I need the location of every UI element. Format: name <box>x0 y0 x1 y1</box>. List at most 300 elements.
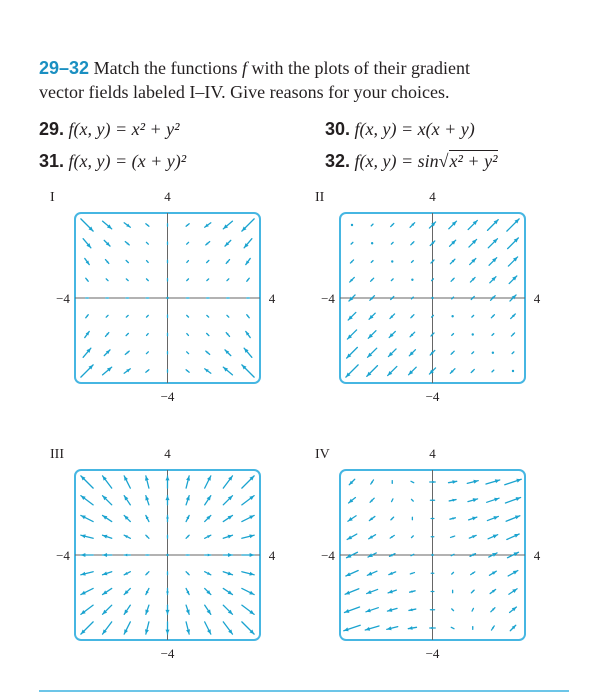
vector-arrow <box>205 554 211 557</box>
vector-arrow <box>408 626 416 630</box>
vector-arrow <box>410 590 415 592</box>
vector-arrow <box>242 588 254 594</box>
arrow-head <box>388 590 393 594</box>
vector-arrow <box>369 516 374 520</box>
vector-arrow <box>431 591 434 592</box>
vector-arrow <box>124 223 130 227</box>
vector-arrow <box>489 258 497 266</box>
vector-arrow <box>205 515 211 521</box>
vector-arrow <box>205 369 211 373</box>
vector-arrow <box>451 315 453 317</box>
problem-number: 32. <box>325 151 351 171</box>
vector-arrow <box>145 622 149 634</box>
vector-arrow <box>85 258 89 264</box>
vector-arrow <box>492 626 495 630</box>
vector-arrow <box>242 219 254 231</box>
vector-arrow <box>186 605 190 614</box>
vector-arrow <box>124 476 130 488</box>
vector-arrow <box>126 260 128 262</box>
vector-arrow <box>451 627 454 628</box>
vector-arrow <box>223 515 232 521</box>
vector-arrow <box>411 499 413 501</box>
arrow-head <box>186 609 190 614</box>
sqrt-symbol: √ <box>438 151 449 171</box>
vector-arrow <box>390 314 395 319</box>
vector-arrow <box>206 351 210 354</box>
vector-arrow <box>167 572 168 575</box>
vector-field <box>81 219 254 377</box>
problem-function: f(x, y) = (x + y)² <box>68 151 187 171</box>
vector-arrow <box>449 499 456 502</box>
vector-arrow <box>104 350 110 356</box>
arrow-head <box>228 553 233 557</box>
arrow-head <box>165 496 169 501</box>
vector-arrow <box>81 476 93 488</box>
vector-arrow <box>165 496 169 505</box>
vector-arrow <box>469 517 477 521</box>
vector-arrow <box>350 260 353 263</box>
vector-arrow <box>412 517 413 520</box>
vector-arrow <box>349 479 354 484</box>
vector-arrow <box>509 589 517 594</box>
sqrt-radicand: x² + y² <box>449 151 498 171</box>
vector-arrow <box>469 239 477 247</box>
vector-arrow <box>471 572 475 575</box>
vector-arrow <box>492 334 494 336</box>
vector-arrow <box>247 278 250 281</box>
vector-arrow <box>345 589 359 595</box>
vector-arrow <box>124 572 130 575</box>
vector-arrow <box>223 221 232 229</box>
vector-arrow <box>348 312 356 320</box>
instruction-text: Match the functions <box>93 58 238 78</box>
vector-arrow <box>370 498 374 502</box>
instruction-text-2: with the plots of their gradient <box>251 58 470 78</box>
vector-arrow <box>489 571 496 575</box>
vector-arrow <box>431 573 434 574</box>
vector-arrow <box>166 515 169 521</box>
vector-arrow <box>451 351 454 354</box>
vector-arrow <box>371 278 374 281</box>
vector-arrow <box>244 239 252 248</box>
vector-arrow <box>125 242 129 245</box>
vector-arrow <box>187 261 189 263</box>
vector-arrow <box>223 571 232 575</box>
vector-arrow <box>186 515 189 521</box>
vector-arrow <box>227 297 230 298</box>
vector-arrow <box>410 332 415 337</box>
vector-arrow <box>165 605 169 614</box>
vector-arrow <box>472 315 474 317</box>
vector-arrow <box>491 315 494 318</box>
vector-arrow <box>106 315 108 317</box>
vector-arrow <box>103 588 112 594</box>
plot-label: III <box>50 447 64 462</box>
vector-arrow <box>488 239 497 248</box>
vector-arrow <box>347 534 357 539</box>
vector-arrow <box>205 476 211 488</box>
vector-arrow <box>431 554 433 556</box>
vector-arrow <box>411 242 414 245</box>
vector-arrow <box>242 476 254 488</box>
vector-arrow <box>244 348 252 357</box>
vector-arrow <box>165 622 169 634</box>
vector-arrow <box>344 625 360 631</box>
vector-arrow <box>103 535 112 539</box>
vector-arrow <box>367 589 378 593</box>
tick-label-bottom: −4 <box>425 389 440 404</box>
vector-arrow <box>450 259 455 264</box>
tick-label-top: 4 <box>164 446 171 461</box>
arrow-head <box>495 479 500 483</box>
vector-arrow <box>371 261 373 263</box>
vector-arrow <box>431 536 434 537</box>
vector-arrow <box>124 622 130 634</box>
arrow-head <box>365 627 370 631</box>
vector-arrow <box>488 220 499 231</box>
vector-field-plot <box>40 183 290 413</box>
vector-arrow <box>242 553 254 557</box>
arrow-head <box>344 627 349 631</box>
vector-arrow <box>512 352 514 354</box>
vector-arrow <box>205 496 211 505</box>
vector-arrow <box>430 609 434 611</box>
tick-label-right: 4 <box>533 548 541 563</box>
vector-arrow <box>227 279 229 281</box>
vector-arrow <box>409 350 415 356</box>
vector-arrow <box>490 277 496 283</box>
vector-arrow <box>83 239 91 248</box>
vector-arrow <box>126 333 128 335</box>
vector-field-plot <box>305 183 555 413</box>
arrow-head <box>165 476 169 481</box>
arrow-head <box>103 535 108 539</box>
vector-arrow <box>167 242 168 245</box>
vector-arrow <box>371 242 373 244</box>
vector-arrow <box>431 297 433 299</box>
vector-arrow <box>452 590 453 593</box>
vector-arrow <box>103 476 112 488</box>
vector-arrow <box>207 279 209 281</box>
vector-arrow <box>226 333 229 337</box>
vector-arrow <box>187 279 189 281</box>
vector-arrow <box>486 479 500 484</box>
arrow-head <box>166 515 169 518</box>
vector-arrow <box>487 498 499 503</box>
vector-arrow <box>124 369 130 373</box>
vector-arrow <box>81 365 93 377</box>
problem-function: f(x, y) = x(x + y) <box>354 119 475 139</box>
vector-arrow <box>186 622 190 634</box>
vector-arrow <box>388 349 396 357</box>
vector-arrow <box>105 260 108 264</box>
vector-arrow <box>449 221 457 229</box>
vector-arrow <box>349 498 356 503</box>
vector-arrow <box>106 297 109 298</box>
vector-arrow <box>506 516 520 522</box>
arrow-head <box>250 553 255 557</box>
vector-arrow <box>347 330 356 339</box>
vector-arrow <box>146 279 148 281</box>
vector-arrow <box>365 626 379 631</box>
vector-arrow <box>388 366 397 375</box>
vector-arrow <box>410 223 415 228</box>
vector-arrow <box>468 498 478 502</box>
vector-arrow <box>508 238 519 249</box>
vector-arrow <box>371 224 373 226</box>
tick-label-top: 4 <box>429 189 436 204</box>
vector-arrow <box>187 242 189 244</box>
plot-label: IV <box>315 447 330 462</box>
problem-31 <box>39 149 186 173</box>
vector-arrow <box>146 370 149 373</box>
arrow-head <box>166 592 169 595</box>
vector-arrow <box>346 365 358 377</box>
vector-arrow <box>227 315 229 317</box>
vector-arrow <box>126 315 128 317</box>
tick-label-right: 4 <box>268 291 276 306</box>
vector-arrow <box>411 261 413 263</box>
tick-label-bottom: −4 <box>425 646 440 661</box>
vector-arrow <box>145 476 149 488</box>
vector-arrow <box>124 496 130 505</box>
vector-arrow <box>145 605 149 614</box>
tick-label-top: 4 <box>164 189 171 204</box>
vector-arrow <box>430 481 435 483</box>
vector-arrow <box>124 554 130 557</box>
vector-arrow <box>103 622 112 634</box>
vector-arrow <box>511 333 514 336</box>
vector-arrow <box>205 535 211 538</box>
vector-arrow <box>207 297 210 298</box>
vector-arrow <box>411 481 414 482</box>
exercise-header <box>39 56 569 104</box>
vector-arrow <box>390 535 394 538</box>
tick-label-left: −4 <box>56 548 70 563</box>
vector-arrow <box>125 351 129 354</box>
vector-arrow <box>468 220 477 229</box>
vector-arrow <box>186 572 189 575</box>
vector-arrow <box>105 333 108 337</box>
vector-arrow <box>205 223 211 227</box>
vector-arrow <box>166 297 168 299</box>
vector-arrow <box>469 535 476 538</box>
vector-arrow <box>103 571 112 575</box>
vector-arrow <box>242 515 254 521</box>
vector-arrow <box>467 480 478 484</box>
arrow-head <box>494 498 499 502</box>
vector-arrow <box>347 347 358 358</box>
vector-arrow <box>103 553 112 557</box>
vector-arrow <box>391 279 393 281</box>
vector-arrow <box>491 608 495 612</box>
arrow-head <box>472 517 477 521</box>
arrow-head <box>103 553 108 557</box>
vector-arrow <box>146 297 149 298</box>
vector-arrow <box>186 535 189 538</box>
tick-label-top: 4 <box>429 446 436 461</box>
vector-arrow <box>507 219 519 231</box>
problem-function: f(x, y) = sin <box>354 151 439 171</box>
vector-arrow <box>187 334 189 336</box>
vector-arrow <box>512 370 514 372</box>
vector-arrow <box>81 572 93 576</box>
arrow-head <box>124 554 127 557</box>
vector-arrow <box>146 315 148 317</box>
vector-arrow <box>391 517 394 520</box>
arrow-head <box>165 630 169 635</box>
vector-arrow <box>242 496 254 505</box>
vector-arrow <box>488 535 498 539</box>
problem-number: 30. <box>325 119 351 139</box>
tick-label-bottom: −4 <box>160 646 175 661</box>
vector-arrow <box>165 476 169 488</box>
vector-arrow <box>81 588 93 594</box>
vector-arrow <box>146 588 149 594</box>
vector-arrow <box>186 476 190 488</box>
vector-arrow <box>508 571 518 576</box>
vector-arrow <box>225 240 231 246</box>
vector-arrow <box>351 242 353 244</box>
vector-arrow <box>492 352 494 354</box>
vector-arrow <box>411 536 413 538</box>
vector-arrow <box>392 481 393 484</box>
tick-label-right: 4 <box>268 548 276 563</box>
vector-arrow <box>223 496 232 505</box>
arrow-head <box>366 608 371 612</box>
vector-arrow <box>166 588 169 594</box>
vector-arrow <box>388 590 396 594</box>
vector-arrow <box>452 572 454 574</box>
arrow-head <box>103 571 108 575</box>
vector-arrow <box>507 534 519 540</box>
vector-arrow <box>508 257 517 266</box>
vector-arrow <box>81 622 93 634</box>
vector-arrow <box>187 315 189 317</box>
vector-arrow <box>225 350 231 356</box>
arrow-head <box>433 481 436 483</box>
vector-arrow <box>471 590 474 593</box>
vector-arrow <box>146 515 149 521</box>
vector-arrow <box>186 297 189 298</box>
vector-arrow <box>366 608 378 613</box>
vector-arrow <box>452 334 454 336</box>
vector-arrow <box>223 367 232 375</box>
vector-arrow <box>205 605 211 614</box>
vector-arrow <box>81 219 93 231</box>
vector-arrow <box>242 622 254 634</box>
vector-arrow <box>85 331 89 337</box>
vector-arrow <box>126 297 129 298</box>
vector-arrow <box>472 627 473 630</box>
vector-arrow <box>510 625 515 630</box>
vector-arrow <box>450 240 456 246</box>
tick-label-left: −4 <box>321 548 335 563</box>
vector-field <box>346 219 519 377</box>
vector-arrow <box>146 224 149 227</box>
vector-arrow <box>167 535 168 538</box>
vector-arrow <box>223 553 232 557</box>
vector-arrow <box>505 497 520 503</box>
vector-arrow <box>432 279 434 281</box>
vector-arrow <box>186 588 189 594</box>
arrow-head <box>145 609 149 614</box>
vector-arrow <box>409 367 417 375</box>
arrow-head <box>228 535 233 539</box>
arrow-head <box>228 571 233 575</box>
vector-arrow <box>348 516 356 521</box>
vector-arrow <box>451 536 455 538</box>
vector-arrow <box>350 277 355 282</box>
problem-function: f(x, y) = x² + y² <box>68 119 180 139</box>
vector-arrow <box>369 535 376 539</box>
vector-arrow <box>452 609 454 611</box>
arrow-head <box>367 590 372 594</box>
vector-arrow <box>106 279 108 281</box>
vector-field-plot <box>40 440 290 670</box>
vector-arrow <box>186 496 190 505</box>
vector-arrow <box>391 223 394 226</box>
vector-arrow <box>242 365 254 377</box>
exercise-range: 29–32 <box>39 58 90 78</box>
tick-label-right: 4 <box>533 291 541 306</box>
vector-arrow <box>83 348 91 357</box>
vector-arrow <box>146 572 149 575</box>
vector-arrow <box>430 499 434 501</box>
vector-arrow <box>411 297 413 299</box>
plot-label: II <box>315 190 325 205</box>
vector-arrow <box>492 370 494 372</box>
vector-arrow <box>389 572 396 575</box>
arrow-head <box>208 554 211 557</box>
vector-arrow <box>511 314 516 319</box>
arrow-head <box>516 497 521 501</box>
vector-arrow <box>124 605 130 614</box>
vector-arrow <box>207 315 209 317</box>
vector-arrow <box>242 534 254 538</box>
vector-arrow <box>450 369 455 374</box>
plot-III <box>40 440 290 670</box>
vector-arrow <box>186 224 189 227</box>
vector-arrow <box>247 297 250 298</box>
vector-arrow <box>392 499 393 502</box>
tick-label-left: −4 <box>321 291 335 306</box>
vector-arrow <box>166 554 168 556</box>
arrow-head <box>165 610 169 615</box>
vector-arrow <box>124 535 130 538</box>
vector-arrow <box>510 607 517 612</box>
vector-arrow <box>246 258 250 264</box>
vector-arrow <box>487 516 498 520</box>
plot-IV <box>305 440 555 670</box>
vector-arrow <box>391 242 393 244</box>
vector-arrow <box>186 370 189 373</box>
vector-arrow <box>389 331 395 337</box>
vector-arrow <box>223 535 232 539</box>
vector-arrow <box>186 554 189 555</box>
vector-arrow <box>81 605 93 614</box>
vector-arrow <box>368 348 377 357</box>
vector-arrow <box>223 588 232 594</box>
arrow-head <box>81 553 86 557</box>
vector-arrow <box>226 260 229 264</box>
vector-arrow <box>103 496 112 505</box>
vector-arrow <box>146 535 149 538</box>
vector-arrow <box>344 607 359 613</box>
vector-arrow <box>242 572 254 576</box>
problem-number: 31. <box>39 151 65 171</box>
vector-arrow <box>206 242 210 245</box>
